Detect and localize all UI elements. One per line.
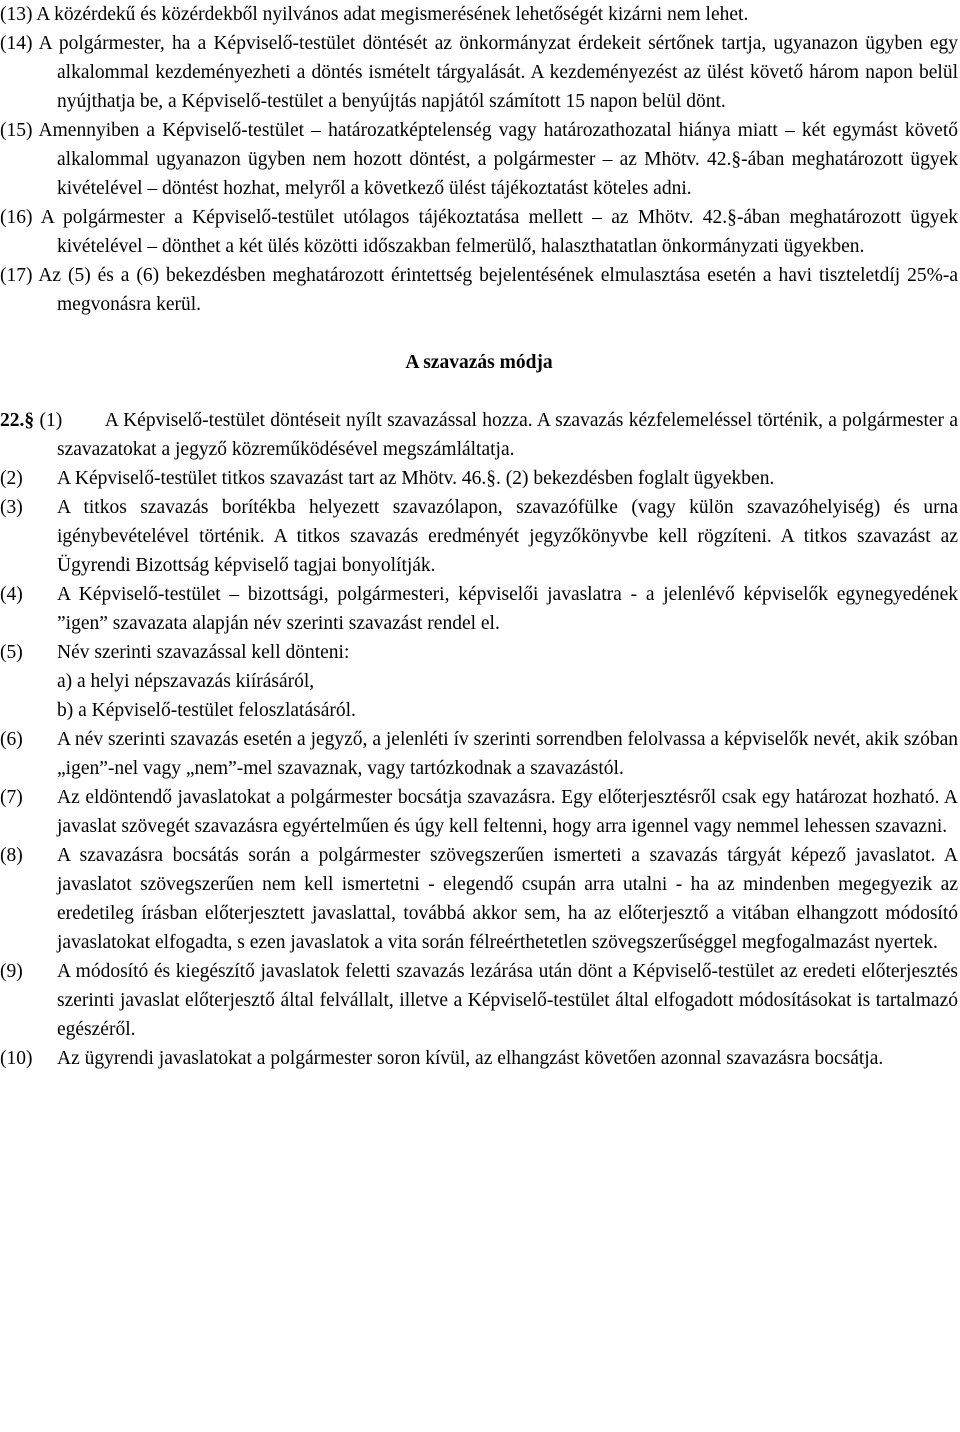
section-paragraph-9 (0, 957, 958, 1044)
paragraph-text: Az ügyrendi javaslatokat a polgármester soron kívül, az elhangzást követően azonnal szavazásra bocsátja. (57, 1048, 884, 1069)
paragraph-number: (2) (0, 468, 23, 489)
paragraph-14: (14) A polgármester, ha a Képviselő-testület döntését az önkormányzat érdekeit sértőnek tartja, ugyanazon ügyben egy alkalommal kezdeményezheti a döntés ismételt tárgyalását. A kezdeményezést az ülést követő három napon belül nyújthatja be, a Képviselő-testület a benyújtás napjától számított 15 napon belül dönt. (0, 33, 958, 112)
paragraph-number: (9) (0, 961, 23, 982)
paragraph-16: (16) A polgármester a Képviselő-testület utólagos tájékoztatása mellett – az Mhötv. 42.§-ában meghatározott ügyek kivételével – dönthet a két ülés közötti időszakban felmerülő, halaszthatatlan önkormányzati ügyekben. (0, 207, 958, 257)
section-paragraph-5a: a) a helyi népszavazás kiírásáról, (57, 671, 315, 692)
paragraph-text: A titkos szavazás borítékba helyezett szavazólapon, szavazófülke (vagy külön szavazóhelyiség) és urna igénybevételével történik. A titkos szavazás eredményét jegyzőkönyvbe kell rögzíteni. A titkos szavazást az Ügyrendi Bizottság képviselő tagjai bonyolítják. (57, 497, 958, 576)
section-paragraph-3 (0, 493, 958, 580)
paragraph-text: Név szerinti szavazással kell dönteni: (57, 642, 350, 663)
paragraph-text: Az eldöntendő javaslatokat a polgármester bocsátja szavazásra. Egy előterjesztésről csak egy határozat hozható. A javaslat szövegét szavazásra egyértelműen és úgy kell feltenni, hogy arra igennel vagy nemmel lehessen szavazni. (57, 787, 958, 837)
paragraph-text: A Képviselő-testület titkos szavazást tart az Mhötv. 46.§. (2) bekezdésben foglalt ügyekben. (57, 468, 775, 489)
paragraph-number: (10) (0, 1048, 33, 1069)
paragraph-number: (6) (0, 729, 23, 750)
section-paragraph-8 (0, 841, 958, 957)
section-number: 22.§ (0, 410, 35, 431)
paragraph-number: (7) (0, 787, 23, 808)
paragraph-text: A szavazásra bocsátás során a polgármester szövegszerűen ismerteti a szavazás tárgyát képező javaslatot. A javaslatot szövegszerűen nem kell ismertetni - elegendő csupán arra utalni - ha az mindenben megegyezik az eredetileg írásban előterjesztett javaslattal, továbbá akkor sem, ha az előterjesztő a vitában elhangzott módosító javaslatokat elfogadta, s ezen javaslatok a vita során félreérthetetlen szövegszerűséggel megfogalmazást nyertek. (57, 845, 958, 953)
section-paragraph-1 (0, 406, 958, 464)
section-paragraph-5 (0, 638, 958, 667)
paragraph-number: (4) (0, 584, 23, 605)
paragraph-number: (5) (0, 642, 23, 663)
paragraph-number: (1) (39, 410, 63, 431)
paragraph-text: A Képviselő-testület – bizottsági, polgármesteri, képviselői javaslatra - a jelenlévő képviselők egynegyedének ”igen” szavazata alapján név szerinti szavazást rendel el. (57, 584, 958, 634)
section-paragraph-2 (0, 464, 958, 493)
section-paragraph-7 (0, 783, 958, 841)
section-paragraph-6 (0, 725, 958, 783)
paragraph-text: A módosító és kiegészítő javaslatok feletti szavazás lezárása után dönt a Képviselő-testület az eredeti előterjesztés szerinti javaslat előterjesztő által felvállalt, illetve a Képviselő-testület által elfogadott módosításokat is tartalmazó egészéről. (57, 961, 958, 1040)
paragraph-15: (15) Amennyiben a Képviselő-testület – határozatképtelenség vagy határozathozatal hiánya miatt – két egymást követő alkalommal ugyanazon ügyben nem hozott döntést, a polgármester – az Mhötv. 42.§-ában meghatározott ügyek kivételével – döntést hozhat, melyről a következő ülést tájékoztatást köteles adni. (0, 120, 958, 199)
paragraph-text: A név szerinti szavazás esetén a jegyző, a jelenléti ív szerinti sorrendben felolvassa a képviselők nevét, akik szóban „igen”-nel vagy „nem”-mel szavaznak, vagy tartózkodnak a szavazástól. (57, 729, 958, 779)
paragraph-13: (13) A közérdekű és közérdekből nyilvános adat megismerésének lehetőségét kizárni nem lehet. (0, 4, 749, 25)
section-paragraph-5b: b) a Képviselő-testület feloszlatásáról. (57, 700, 356, 721)
section-paragraph-4 (0, 580, 958, 638)
section-title: A szavazás módja (405, 352, 553, 373)
paragraph-number: (3) (0, 497, 23, 518)
paragraph-text: A Képviselő-testület döntéseit nyílt szavazással hozza. A szavazás kézfelemeléssel történik, a polgármester a szavazatokat a jegyző közreműködésével megszámláltatja. (57, 410, 959, 460)
paragraph-number: (8) (0, 845, 23, 866)
section-paragraph-10 (0, 1044, 958, 1073)
paragraph-17: (17) Az (5) és a (6) bekezdésben meghatározott érintettség bejelentésének elmulasztása esetén a havi tiszteletdíj 25%-a megvonásra kerül. (0, 265, 958, 315)
